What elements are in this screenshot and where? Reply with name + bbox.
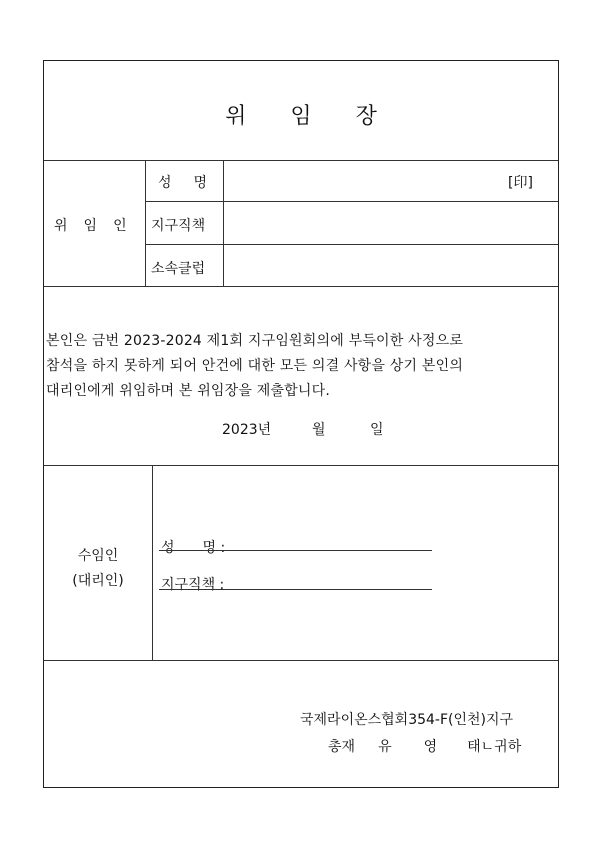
- seal-mark: [印]: [508, 175, 533, 191]
- name-label: [158, 172, 207, 192]
- statement-line-2: 참석을 하지 못하게 되어 안건에 대한 모든 의결 사항을 상기 본인의: [46, 358, 464, 374]
- addressee-title: 총재: [328, 739, 356, 755]
- addressee-name-char-3: 태ㄴ귀하: [467, 739, 522, 755]
- club-label: 소속클럽: [151, 261, 206, 277]
- divider-delegator: [44, 286, 558, 287]
- proxy-name-label: 성 명 :: [161, 540, 226, 556]
- date-day: 일: [370, 422, 384, 438]
- delegator-label: [54, 215, 127, 235]
- divider-statement: [44, 465, 558, 466]
- proxy-label-line-2: (대리인): [72, 573, 124, 589]
- delegator-col-divider-2: [223, 160, 224, 286]
- addressee-name-char-1: 유: [378, 739, 392, 755]
- statement-line-3: 대리인에게 위임하며 본 위임장을 제출합니다.: [46, 383, 331, 399]
- addressee-line-2: [328, 736, 521, 756]
- proxy-form: [43, 60, 559, 788]
- proxy-position-line[interactable]: [159, 589, 432, 590]
- title-char-2: 임: [290, 104, 312, 129]
- statement-text: [46, 329, 556, 404]
- proxy-position-label: 지구직책 :: [161, 577, 225, 593]
- delegator-label-char-2: 임: [83, 218, 98, 234]
- proxy-label: [44, 544, 152, 594]
- name-label-char-2: 명: [193, 175, 208, 191]
- club-field[interactable]: [225, 245, 557, 286]
- delegator-label-char-1: 위: [54, 218, 68, 234]
- title-char-1: 위: [225, 104, 247, 129]
- proxy-col-divider: [152, 465, 153, 660]
- title-char-3: 장: [355, 104, 377, 129]
- date-month-field[interactable]: [272, 419, 310, 437]
- date-year: 2023년: [222, 422, 272, 438]
- proxy-label-line-1: 수임인: [77, 548, 119, 564]
- district-position-label: 지구직책: [151, 218, 206, 234]
- date-month: 월: [312, 422, 326, 438]
- addressee-name-char-2: 영: [423, 739, 438, 755]
- delegator-col-divider-1: [145, 160, 146, 286]
- delegator-label-char-3: 인: [113, 218, 127, 234]
- date-day-field[interactable]: [332, 419, 368, 437]
- form-title: [44, 99, 558, 130]
- divider-proxy: [44, 660, 558, 661]
- proxy-name-line[interactable]: [159, 550, 432, 551]
- addressee-line-1: 국제라이온스협회354-F(인천)지구: [300, 712, 514, 728]
- district-position-field[interactable]: [225, 202, 557, 244]
- name-label-char-1: 성: [158, 175, 172, 191]
- statement-line-1: 본인은 금번 2023-2024 제1회 지구임원회의에 부득이한 사정으로: [46, 333, 464, 349]
